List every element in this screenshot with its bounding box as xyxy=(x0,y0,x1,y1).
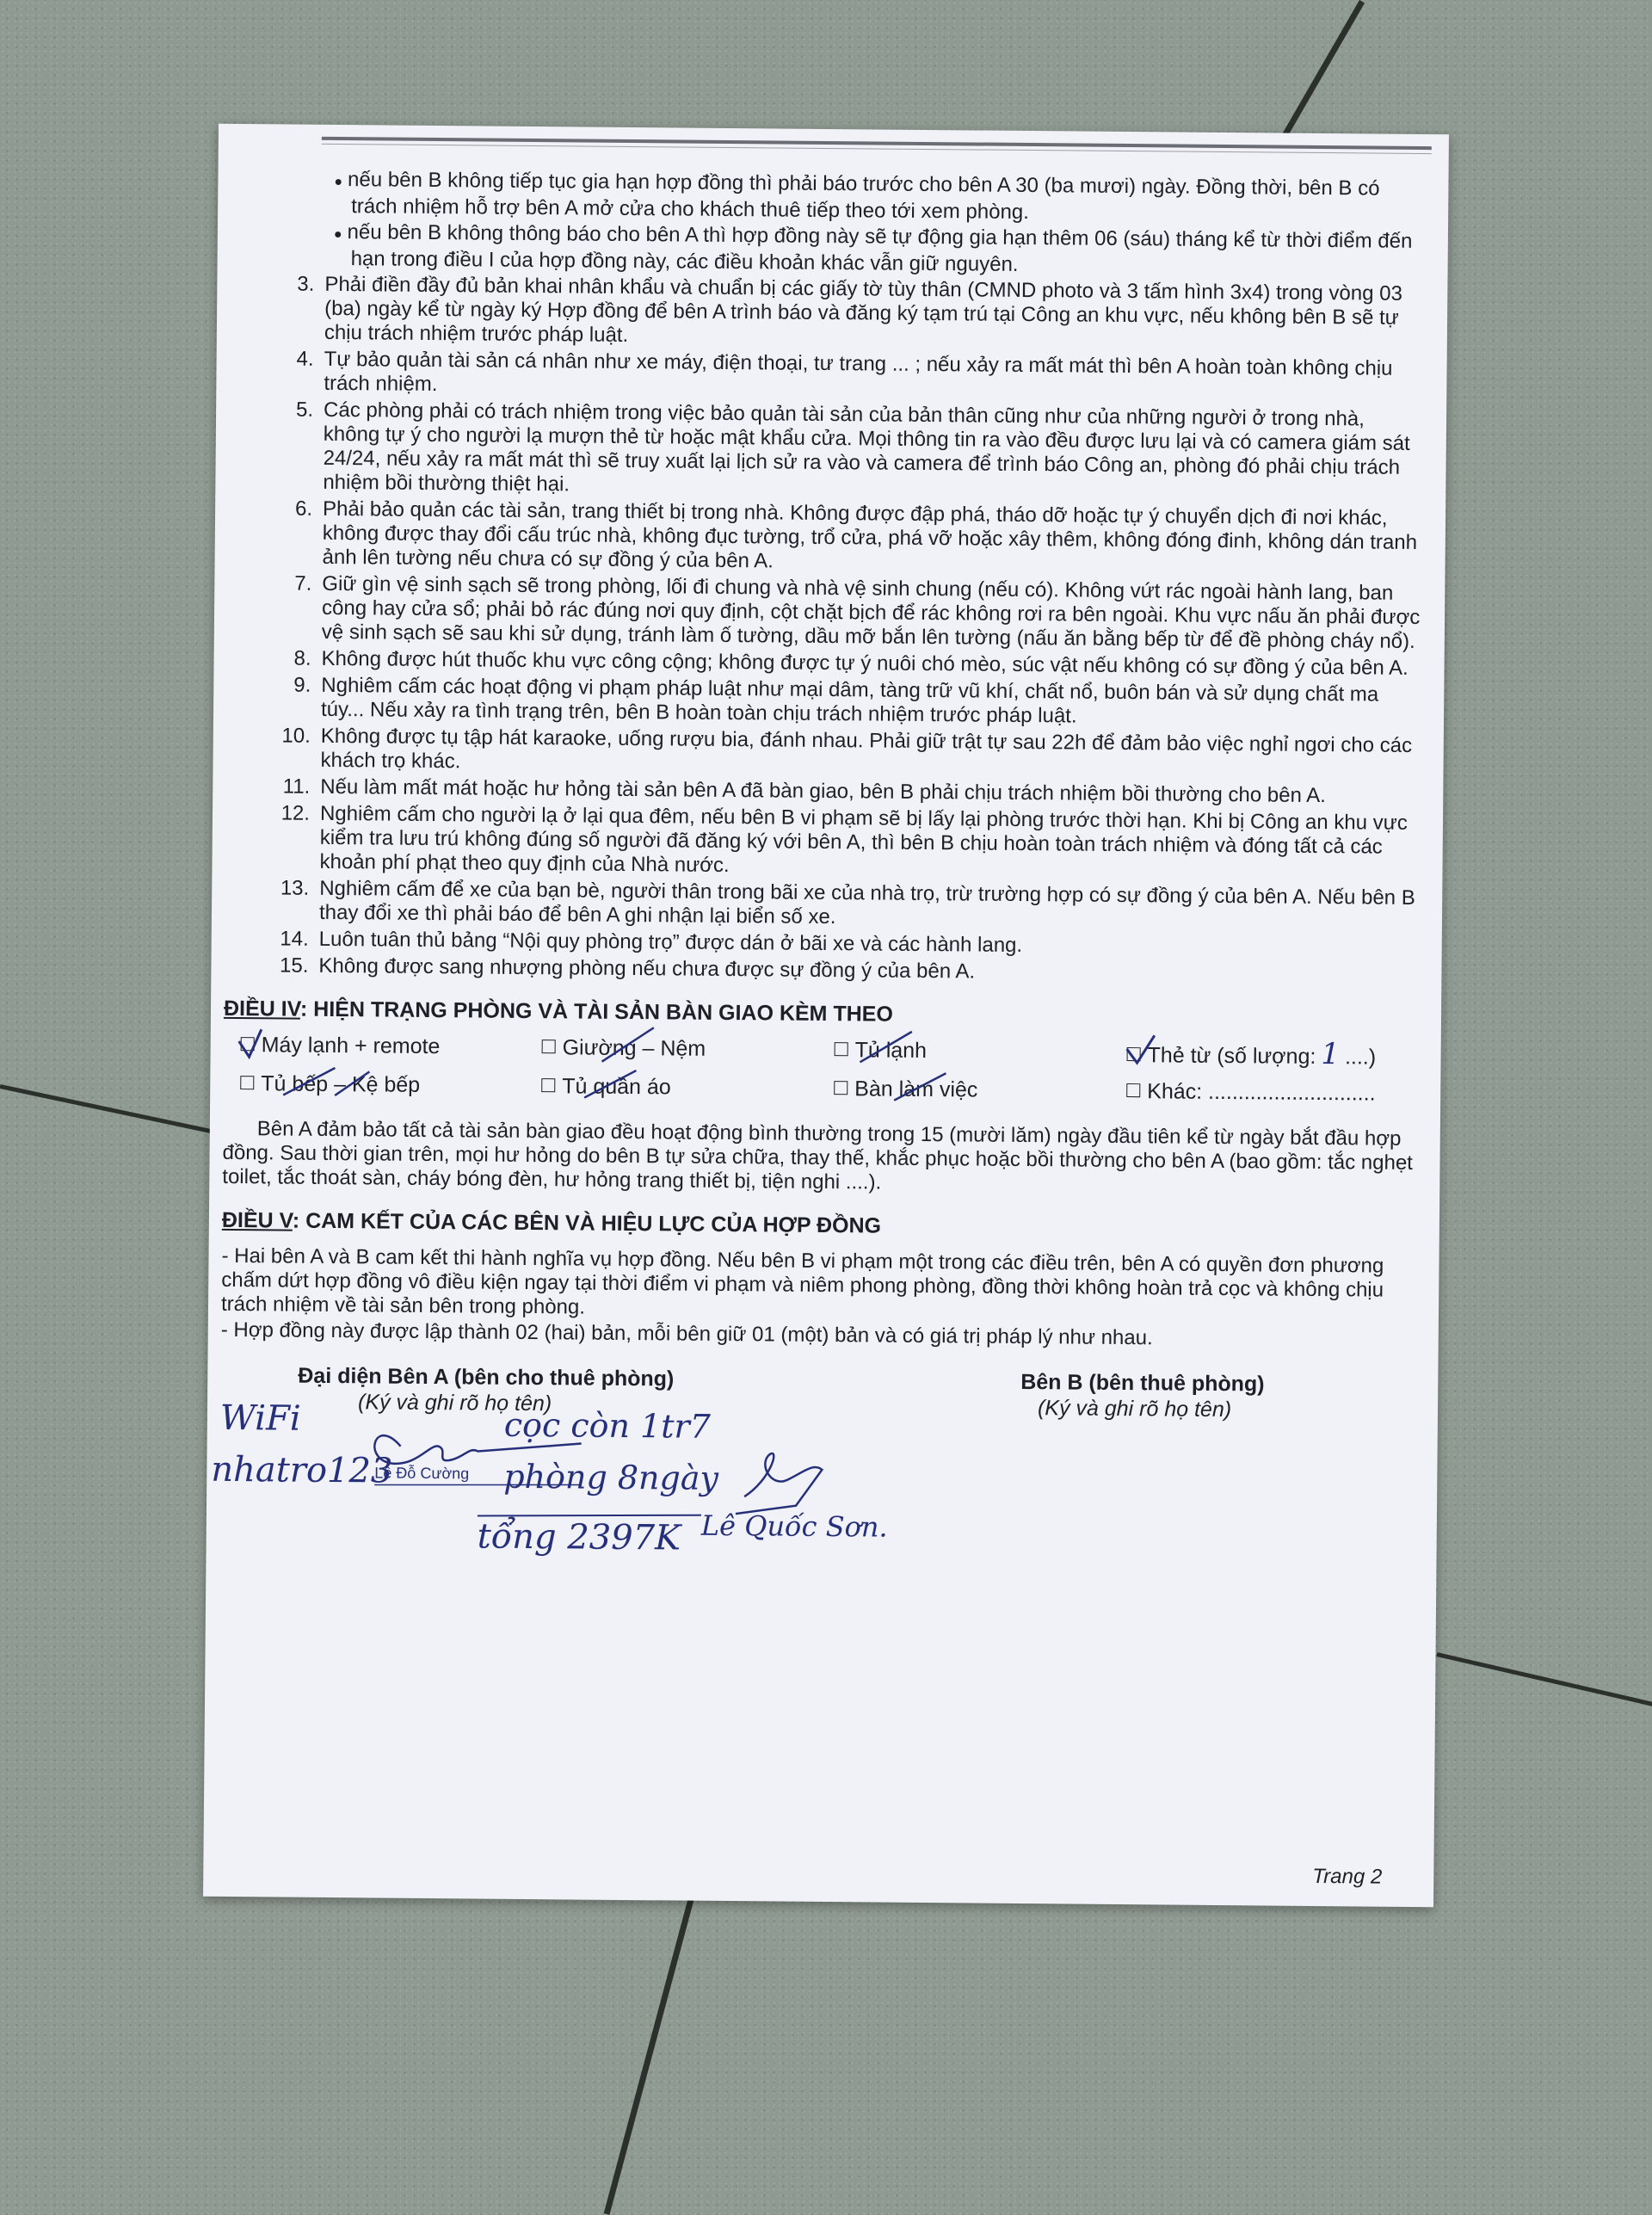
clause-text: Các phòng phải có trách nhiệm trong việc bảo quản tài sản của bản thân cũng như của những người ở trong nhà, không tự ý cho người lạ mượn thẻ từ hoặc mật khẩu cửa. Mọi thông tin ra vào đều được lưu lại và có camera giám sát 24/24, nếu xảy ra mất mát thì sẽ truy xuất lại lịch sử ra vào và camera để trình báo Công an, phòng đó phải chịu trách nhiệm bồi thường thiệt hại. xyxy=(323,398,1410,497)
clause-number: 10. xyxy=(281,724,311,748)
clause-text: Nghiêm cấm các hoạt động vi phạm pháp luật như mại dâm, tàng trữ vũ khí, chất nổ, buôn bán và sử dụng chất ma túy... Nếu xảy ra tình trạng trên, bên B hoàn toàn chịu trách nhiệm trước pháp luật. xyxy=(320,673,1379,728)
asset-label: Máy lạnh + remote xyxy=(261,1033,441,1059)
section-v-line: - Hợp đồng này được lập thành 02 (hai) bản, mỗi bên giữ 01 (một) bản và có giá trị pháp lý như nhau. xyxy=(220,1317,1153,1350)
clause-item xyxy=(228,497,1425,579)
contract-content xyxy=(211,167,1427,1606)
clause-text: Nghiêm cấm cho người lạ ở lại qua đêm, nếu bên B vi phạm sẽ bị lấy lại phòng trước thời hạn. Khi bị Công an khu vực kiểm tra lưu trú không đúng số người đã đăng ký với bên A, thì bên B chịu hoàn toàn trách nhiệm và đóng tất cả các khoản phí phạt theo quy định của Nhà nước. xyxy=(319,801,1408,878)
clause-text: Nếu làm mất mát hoặc hư hỏng tài sản bên A đã bàn giao, bên B phải chịu trách nhiệm bồi thường cho bên A. xyxy=(320,774,1327,808)
clause-item xyxy=(227,571,1424,654)
clause-item xyxy=(225,724,1421,782)
clause-text: Nghiêm cấm để xe của bạn bè, người thân trong bãi xe của nhà trọ, trừ trường hợp có sự đồng ý của bên A. Nếu bên B thay đổi xe thì phải báo để bên A ghi nhận lại biển số xe. xyxy=(318,876,1415,929)
checkbox-icon xyxy=(1127,1047,1141,1061)
asset-ban-lam-viec[interactable] xyxy=(834,1077,977,1101)
clause-number: 11. xyxy=(282,774,311,799)
signature-area xyxy=(211,1363,1416,1606)
checkbox-icon xyxy=(541,1078,555,1092)
clause-item xyxy=(230,272,1427,355)
asset-label: Tủ lạnh xyxy=(854,1038,928,1064)
checkbox-icon xyxy=(240,1076,254,1089)
clause-item xyxy=(225,876,1421,935)
clause-number: 8. xyxy=(293,646,311,670)
handwritten-note-days: phòng 8ngày xyxy=(503,1457,719,1497)
asset-label: Khác: ............................ xyxy=(1147,1079,1376,1106)
party-b-note: (Ký và ghi rõ họ tên) xyxy=(1037,1396,1232,1422)
bullet-item: ● nếu bên B không tiếp tục gia hạn hợp đồng thì phải báo trước cho bên A 30 (ba mươi) ngày. Đồng thời, bên B có trách nhiệm hỗ trợ bên A mở cửa cho khách thuê tiếp theo tới xem phòng. xyxy=(231,167,1427,228)
clause-text: Phải bảo quản các tài sản, trang thiết bị trong nhà. Không được đập phá, tháo dỡ hoặc tự ý chuyển dịch đi nơi khác, không được thay đổi cấu trúc nhà, không đục tường, trổ cửa, phá vỡ hoặc xây thêm, không đóng đinh, không dán tranh ảnh lên tường nếu chưa có sự đồng ý của bên A. xyxy=(322,497,1418,573)
clause-text: Giữ gìn vệ sinh sạch sẽ trong phòng, lối đi chung và nhà vệ sinh chung (nếu có). Không vứt rác ngoài hành lang, ban công hay cửa sổ; phải bỏ rác đúng nơi quy định, cột chặt bịch để rác không rơi ra bên ngoài. Khu vực nấu ăn phải được vệ sinh sạch sẽ sau khi sử dụng, tránh làm ố tường, dầu mỡ bắn lên tường (nấu ăn bằng bếp từ để đề phòng cháy nổ). xyxy=(321,571,1421,653)
asset-tu-quan-ao[interactable] xyxy=(541,1074,671,1099)
section-iv-paragraph: Bên A đảm bảo tất cả tài sản bàn giao đều hoạt động bình thường trong 15 (mười lăm) ngày đầu tiên kể từ ngày bắt đầu hợp đồng. Sau thời gian trên, mọi hư hỏng do bên B tự sửa chữa, thay thế, khắc phục hoặc bồi thường cho bên A (bao gồm: tắc nghẹt toilet, tắc thoát sàn, cháy bóng đèn, hư hỏng trang thiết bị, tiện nghi ....). xyxy=(222,1117,1414,1194)
contract-page xyxy=(203,124,1449,1907)
clause-item xyxy=(225,801,1421,884)
asset-label: Tủ bếp – Kệ bếp xyxy=(261,1071,421,1097)
section-v-heading xyxy=(222,1208,1418,1243)
party-b-handwritten-name: Lê Quốc Sơn. xyxy=(700,1509,888,1544)
clause-text: Không được sang nhượng phòng nếu chưa được sự đồng ý của bên A. xyxy=(318,953,976,984)
clause-item xyxy=(226,673,1422,731)
clause-text: Luôn tuân thủ bảng “Nội quy phòng trọ” được dán ở bãi xe và các hành lang. xyxy=(318,927,1023,957)
clause-number: 14. xyxy=(280,927,309,951)
checkbox-icon xyxy=(834,1081,848,1095)
clause-number: 12. xyxy=(280,801,311,825)
asset-tu-bep[interactable] xyxy=(240,1071,420,1097)
clause-number: 6. xyxy=(294,497,313,521)
clause-number: 4. xyxy=(296,347,314,371)
floor-tile-joint xyxy=(0,1084,211,1133)
clause-number: 5. xyxy=(295,398,314,422)
clause-text: Phải điền đầy đủ bản khai nhân khẩu và chuẩn bị các giấy tờ tùy thân (CMND photo và 3 tấm hình 3x4) trong vòng 03 (ba) ngày kể từ ngày ký Hợp đồng để bên A trình báo và đăng ký tạm trú tại Công an khu vực, nếu không bên B sẽ tự chịu trách nhiệm trước pháp luật. xyxy=(324,272,1402,347)
clause-text: Tự bảo quản tài sản cá nhân như xe máy, điện thoại, tư trang ... ; nếu xảy ra mất mát thì bên A hoàn toàn không chịu trách nhiệm. xyxy=(324,347,1393,397)
asset-label: Tủ quần áo xyxy=(562,1074,671,1100)
checkbox-icon xyxy=(835,1042,848,1056)
asset-khac[interactable] xyxy=(1126,1079,1376,1106)
section-v-title: : CAM KẾT CỦA CÁC BÊN VÀ HIỆU LỰC CỦA HỢP ĐỒNG xyxy=(292,1208,882,1238)
checkbox-icon xyxy=(542,1040,556,1053)
checkbox-icon xyxy=(1126,1083,1140,1097)
handwritten-total: tổng 2397K xyxy=(477,1516,681,1558)
asset-the-tu[interactable] xyxy=(1126,1037,1377,1072)
party-b-title: Bên B (bên thuê phòng) xyxy=(1020,1369,1265,1397)
asset-label: Thẻ từ (số lượng: xyxy=(1147,1043,1316,1069)
clause-text: Không được tụ tập hát karaoke, uống rượu bia, đánh nhau. Phải giữ trật tự sau 22h để đảm bảo việc nghỉ ngơi cho các khách trọ khác. xyxy=(320,724,1413,774)
party-a-title: Đại diện Bên A (bên cho thuê phòng) xyxy=(298,1363,675,1391)
floor-tile-joint xyxy=(1436,1652,1652,1714)
asset-tu-lanh[interactable] xyxy=(835,1038,928,1063)
asset-giuong[interactable] xyxy=(542,1035,706,1061)
section-iv-heading xyxy=(224,996,1420,1031)
section-v-label: ĐIỀU V xyxy=(221,1207,293,1233)
clause-number: 7. xyxy=(294,571,312,595)
section-v-line: - Hai bên A và B cam kết thi hành nghĩa vụ hợp đồng. Nếu bên B vi phạm một trong các điều trên, bên A có quyền đơn phương chấm dứt hợp đồng vô điều kiện ngay tại thời điểm vi phạm và niêm phong phòng, đồng thời không hoàn trả cọc và không chịu trách nhiệm về tài sản bên trong phòng. xyxy=(220,1243,1384,1319)
asset-label: Giường – Nệm xyxy=(562,1035,706,1061)
bullet-item: ● nếu bên B không thông báo cho bên A thì hợp đồng này sẽ tự động gia hạn thêm 06 (sáu) tháng kể từ thời điểm đến hạn trong điều I của hợp đồng này, các điều khoản khác vẫn giữ nguyên. xyxy=(231,219,1427,281)
section-iv-label: ĐIỀU IV xyxy=(223,996,301,1021)
asset-label: Bàn làm việc xyxy=(854,1077,978,1102)
clause-number: 15. xyxy=(279,953,309,978)
checkbox-icon xyxy=(241,1037,255,1051)
handwritten-note-deposit: cọc còn 1tr7 xyxy=(503,1405,712,1446)
clause-number: 13. xyxy=(280,876,310,900)
clause-number: 3. xyxy=(297,272,315,296)
asset-label-suffix: ....) xyxy=(1344,1045,1377,1070)
clause-number: 9. xyxy=(293,673,311,697)
floor-tile-joint xyxy=(604,1897,694,2215)
clause-item xyxy=(228,398,1425,504)
handwritten-wifi-label: WiFi xyxy=(219,1397,301,1439)
handwritten-wifi-password: nhatro123 xyxy=(211,1449,393,1491)
party-a-name: Lê Đỗ Cường xyxy=(374,1464,470,1483)
section-iv-title: : HIỆN TRẠNG PHÒNG VÀ TÀI SẢN BÀN GIAO KÈM THEO xyxy=(299,996,893,1027)
clause-text: Không được hút thuốc khu vực công cộng; không được tự ý nuôi chó mèo, súc vật nếu không có sự đồng ý của bên A. xyxy=(321,646,1409,680)
asset-may-lanh[interactable] xyxy=(241,1033,441,1058)
clause-item xyxy=(229,347,1425,405)
handwritten-quantity: 1 xyxy=(1321,1037,1341,1072)
page-number: Trang 2 xyxy=(1312,1864,1383,1889)
asset-checklist xyxy=(223,1033,1420,1120)
party-a-note: (Ký và ghi rõ họ tên) xyxy=(357,1390,552,1416)
